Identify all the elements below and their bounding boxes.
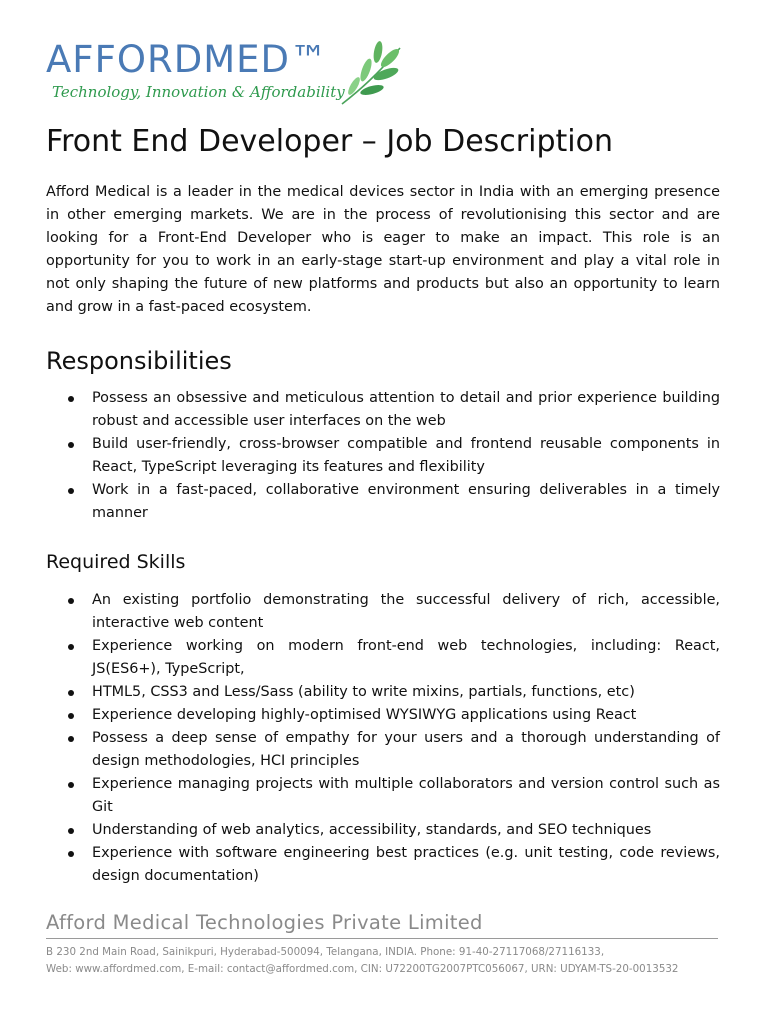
bullet-icon: [68, 713, 74, 719]
list-item-text: Possess an obsessive and meticulous attention to detail and prior experience building robust and accessible user interfaces on the web: [92, 390, 720, 429]
bullet-icon: [68, 396, 74, 402]
list-item: [46, 635, 720, 681]
bullet-icon: [68, 782, 74, 788]
footer-contact: Web: www.affordmed.com, E-mail: contact@affordmed.com, CIN: U72200TG2007PTC056067, URN: UDYAM-TS-20-0013532: [46, 963, 679, 975]
required-skills-heading: Required Skills: [46, 551, 186, 573]
list-item-text: Work in a fast-paced, collaborative environment ensuring deliverables in a timely manner: [92, 482, 720, 521]
list-item-text: Experience developing highly-optimised WYSIWYG applications using React: [92, 707, 637, 723]
page-title: Front End Developer – Job Description: [46, 124, 613, 159]
brand-tagline: Technology, Innovation & Affordability: [52, 83, 345, 101]
bullet-icon: [68, 828, 74, 834]
brand-name: AFFORDMED™: [46, 38, 328, 81]
bullet-icon: [68, 442, 74, 448]
list-item: [46, 819, 720, 842]
list-item: [46, 589, 720, 635]
responsibilities-heading: Responsibilities: [46, 347, 232, 375]
footer-address: B 230 2nd Main Road, Sainikpuri, Hyderabad-500094, Telangana, INDIA. Phone: 91-40-27117068/27116133,: [46, 946, 605, 958]
list-item: [46, 681, 720, 704]
list-item: [46, 773, 720, 819]
olive-branch-icon: [338, 40, 406, 108]
list-item: [46, 433, 720, 479]
bullet-icon: [68, 851, 74, 857]
list-item-text: Understanding of web analytics, accessibility, standards, and SEO techniques: [92, 822, 652, 838]
list-item: [46, 479, 720, 525]
bullet-icon: [68, 488, 74, 494]
bullet-icon: [68, 644, 74, 650]
list-item-text: Experience with software engineering best practices (e.g. unit testing, code reviews, design documentation): [92, 845, 720, 884]
list-item-text: Experience working on modern front-end web technologies, including: React, JS(ES6+), TypeScript,: [92, 638, 720, 677]
list-item: [46, 704, 720, 727]
footer-company-name: Afford Medical Technologies Private Limited: [46, 911, 483, 934]
footer-divider: [46, 938, 718, 939]
list-item-text: Experience managing projects with multiple collaborators and version control such as Git: [92, 776, 720, 815]
intro-paragraph: Afford Medical is a leader in the medical devices sector in India with an emerging presence in other emerging markets. We are in the process of revolutionising this sector and are looking for a Front-End Developer who is eager to make an impact. This role is an opportunity for you to work in an early-stage start-up environment and play a vital role in not only shaping the future of new platforms and products but also an opportunity to learn and grow in a fast-paced ecosystem.: [46, 184, 720, 315]
responsibilities-list: [46, 387, 720, 525]
list-item-text: Build user-friendly, cross-browser compatible and frontend reusable components in React, TypeScript leveraging its features and flexibility: [92, 436, 720, 475]
bullet-icon: [68, 598, 74, 604]
list-item: [46, 387, 720, 433]
list-item: [46, 727, 720, 773]
list-item-text: Possess a deep sense of empathy for your users and a thorough understanding of design methodologies, HCI principles: [92, 730, 720, 769]
required-skills-list: [46, 589, 720, 888]
company-logo: [46, 38, 426, 110]
bullet-icon: [68, 736, 74, 742]
list-item: [46, 842, 720, 888]
list-item-text: HTML5, CSS3 and Less/Sass (ability to write mixins, partials, functions, etc): [92, 684, 635, 700]
bullet-icon: [68, 690, 74, 696]
list-item-text: An existing portfolio demonstrating the successful delivery of rich, accessible, interactive web content: [92, 592, 720, 631]
